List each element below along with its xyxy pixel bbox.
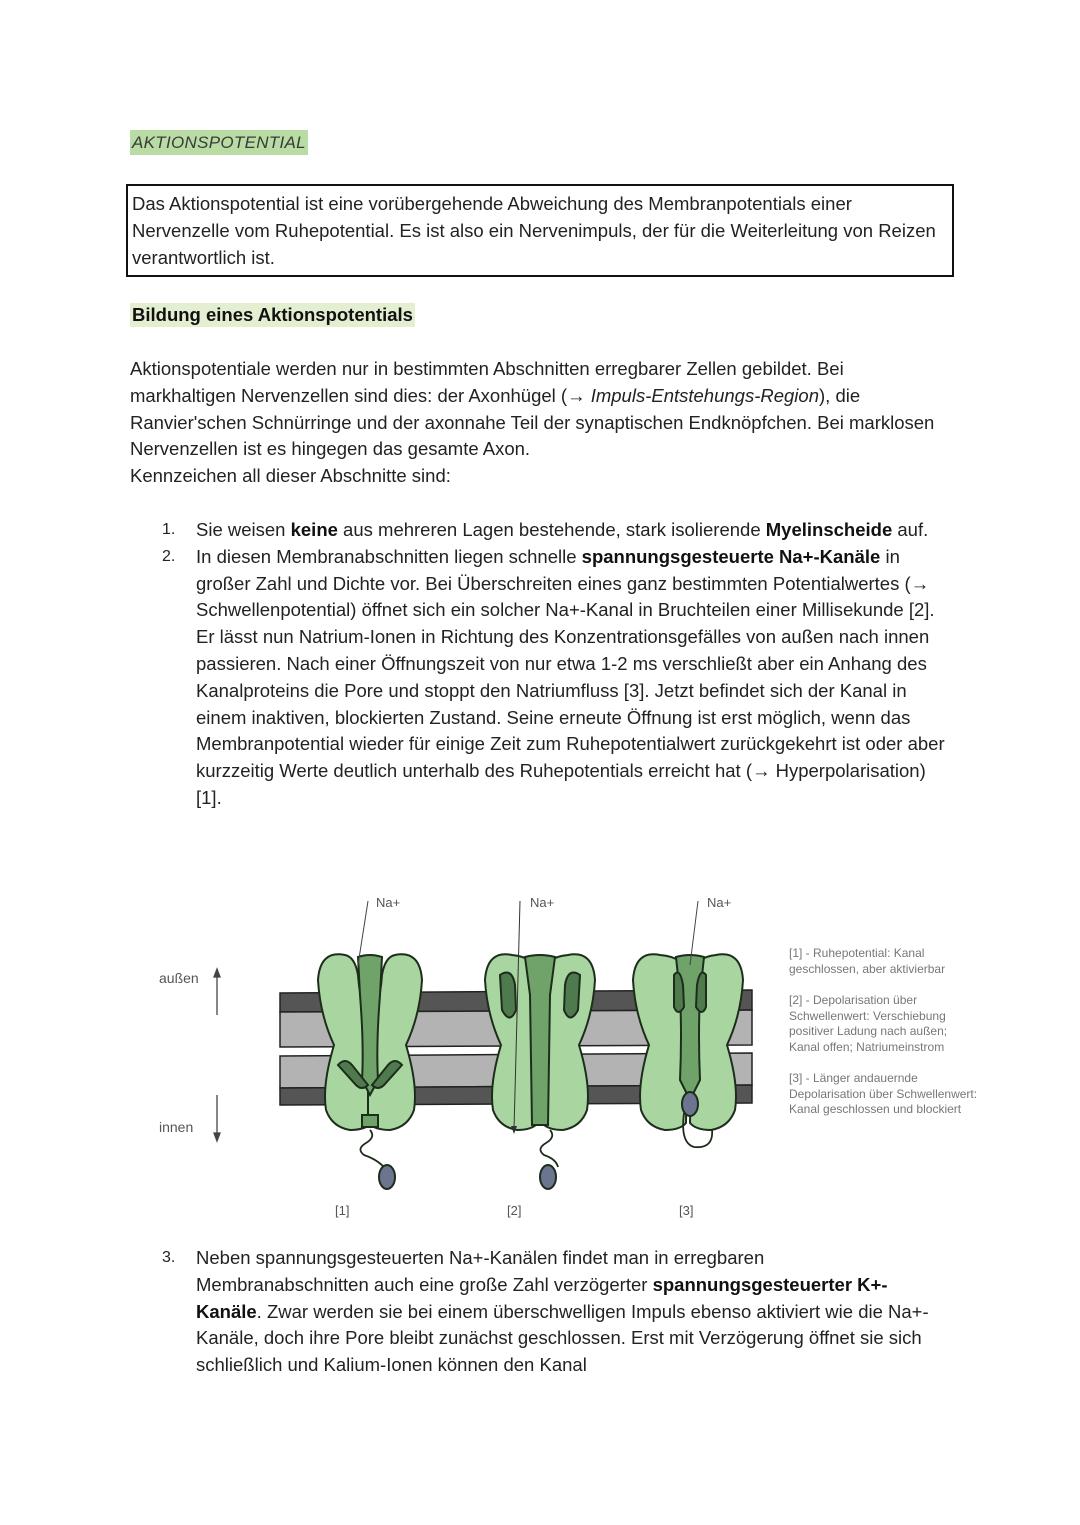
intro-text-2: ), die Ranvier'schen Schnürringe und der axonnahe Teil der synaptischen Endknöpfchen. Bei marklosen Nervenzellen ist es hingegen das gesamte Axon. — [130, 384, 935, 460]
list-text: aus mehreren Lagen bestehende, stark isolierende — [337, 519, 766, 540]
list-item — [0, 1245, 1080, 1379]
list-text: Sie weisen — [196, 519, 291, 540]
list-item — [0, 517, 1080, 544]
list-text: in großer Zahl und Dichte vor. Bei Überschreiten eines ganz bestimmten Potentialwertes (→ Schwellenpotential) öffnet sich ein solcher Na+-Kanal in Bruchteilen einer Millisekunde [2]. Er lässt nun Natrium-Ionen in Richtung des Konzentrationsgefälles von außen nach innen passieren. Nach einer Öffnungszeit von nur etwa 1-2 ms verschließt aber ein Anhang des Kanalproteins die Pore und stoppt den Natriumfluss [3]. Jetzt befindet sich der Kanal in einem inaktiven, blockierten Zustand. Seine erneute Öffnung ist erst möglich, wenn das Membranpotential wieder für einige Zeit zum Ruhepotentialwert zurückgekehrt ist oder aber kurzzeitig Werte deutlich unterhalb des Ruhepotentials erreicht hat (→ Hyperpolarisation) [1]. — [196, 545, 945, 808]
figure-legend — [789, 946, 979, 1134]
list-item — [0, 544, 1080, 812]
list-text: In diesen Membranabschnitten liegen schnelle — [196, 545, 582, 567]
outside-label: außen — [159, 970, 199, 986]
list-number: 1. — [162, 521, 176, 538]
intro-italic: Impuls-Entstehungs-Region — [590, 384, 819, 406]
channel-1-icon — [318, 954, 422, 1189]
legend-item-2: [2] - Depolarisation über Schwellenwert: Verschiebung positiver Ladung nach außen; Kanal offen; Natriumeinstrom — [789, 993, 948, 1054]
intro-line-2: Kennzeichen all dieser Abschnitte sind: — [130, 465, 451, 487]
ion-label: Na+ — [707, 895, 732, 910]
figure-caption-1: [1] — [335, 1203, 350, 1218]
channel-2-icon — [485, 954, 595, 1189]
legend-item-1: [1] - Ruhepotential: Kanal geschlossen, aber aktivierbar — [789, 946, 946, 976]
outside-arrow-icon — [214, 969, 220, 1015]
intro-text-1: Aktionspotentiale werden nur in bestimmten Abschnitten erregbarer Zellen gebildet. Bei markhaltigen Nervenzellen sind dies: der Axonhügel (→ — [130, 358, 844, 406]
list-text: Neben spannungsgesteuerten Na+-Kanälen findet man in erregbaren Membranabschnitten auch eine große Zahl verzögerter — [196, 1247, 765, 1295]
channel-3-icon — [633, 954, 743, 1147]
definition-text: Das Aktionspotential ist eine vorübergehende Abweichung des Membranpotentials einer Nervenzelle vom Ruhepotential. Es ist also ein Nervenimpuls, der für die Weiterleitung von Reizen verantwortlich ist. — [132, 193, 936, 268]
list-text: . Zwar werden sie bei einem überschwelligen Impuls ebenso aktiviert wie die Na+-Kanäle, doch ihre Pore bleibt zunächst geschlossen. Erst mit Verzögerung öffnet sie sich schließlich und Kalium-Ionen können den Kanal — [196, 1300, 929, 1376]
section-heading: Bildung eines Aktionspotentials — [132, 304, 413, 325]
figure-caption-2: [2] — [507, 1203, 522, 1218]
feature-list-continued — [0, 1245, 1080, 1379]
legend-item-3: [3] - Länger andauernde Depolarisation über Schwellenwert: Kanal geschlossen und blockiert — [789, 1071, 978, 1116]
figure-caption-3: [3] — [679, 1203, 694, 1218]
list-bold: Myelinscheide — [765, 519, 893, 540]
intro-paragraph — [130, 356, 950, 490]
list-text: auf. — [892, 519, 929, 540]
inside-label: innen — [159, 1119, 194, 1135]
feature-list — [0, 517, 1080, 812]
definition-box — [126, 184, 954, 277]
list-bold: spannungsgesteuerte Na+-Kanäle — [581, 545, 881, 567]
list-bold: spannungsgesteuerter K+-Kanäle — [196, 1273, 888, 1322]
list-bold: keine — [290, 519, 338, 540]
page-title: AKTIONSPOTENTIAL — [130, 130, 308, 155]
ion-label: Na+ — [376, 895, 401, 910]
list-number: 2. — [162, 547, 176, 565]
ion-label: Na+ — [530, 895, 555, 910]
list-number: 3. — [162, 1249, 176, 1266]
inside-arrow-icon — [214, 1095, 220, 1141]
sodium-channel-diagram — [140, 885, 980, 1225]
